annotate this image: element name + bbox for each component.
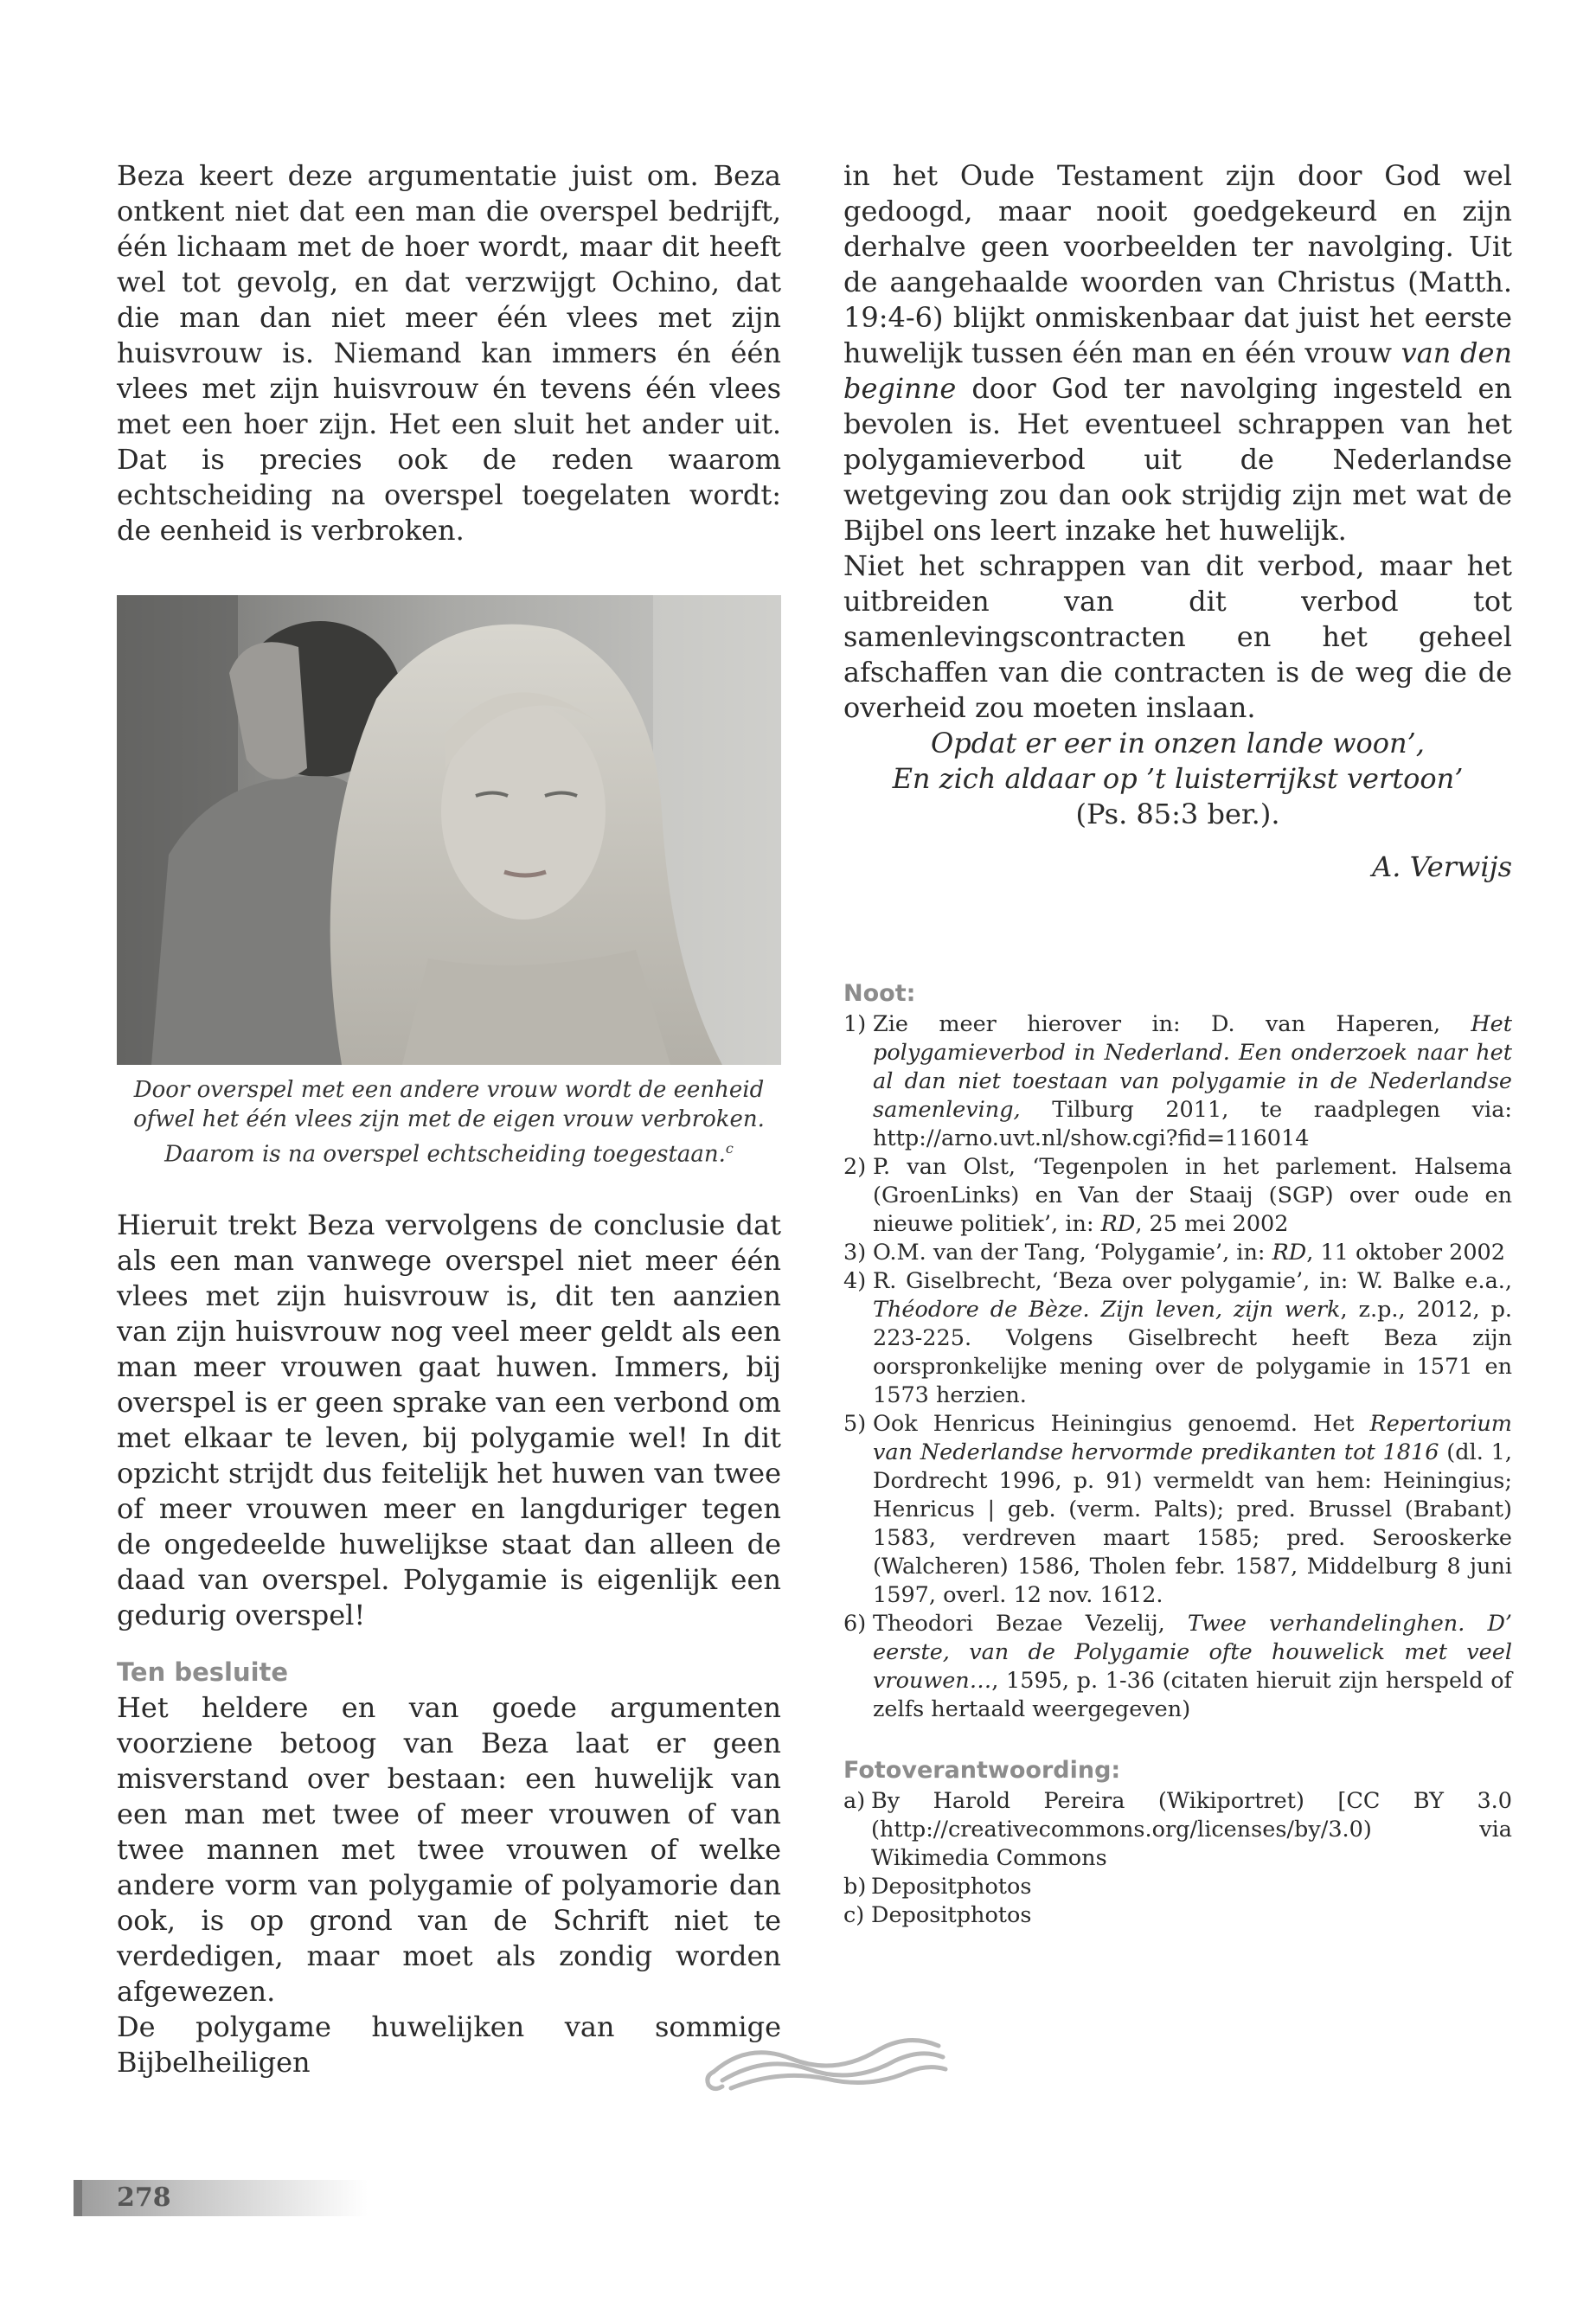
note-text: Theodori Bezae Vezelij, [873, 1611, 1188, 1637]
notes-list [843, 1010, 1512, 1724]
credit-letter: c) [843, 1902, 865, 1928]
emphasis: van den beginne [843, 336, 1513, 405]
verse-line: En zich aldaar op ’t luisterrijkst vertoon’ [892, 762, 1464, 795]
paragraph [843, 158, 1512, 548]
note-number: 5) [843, 1411, 867, 1437]
note-text: Ook Henricus Heiningius genoemd. Het [873, 1411, 1370, 1437]
note-text: R. Giselbrecht, ‘Beza over polygamie’, in: W. Balke e.a., [873, 1268, 1512, 1294]
verse-reference: (Ps. 85:3 ber.). [1075, 798, 1280, 830]
note-item [843, 1610, 1512, 1724]
photo-caption [117, 1075, 781, 1170]
photo-caption-ref: c [725, 1140, 734, 1157]
text-span: door God ter navolging ingesteld en bevolen is. Het eventueel schrappen van het polygamieverbod uit de Nederlandse wetgeving zou dan ook strijdig zijn met wat de Bijbel ons leert inzake het huwelijk. [843, 372, 1512, 547]
text-span: in het Oude Testament zijn door God wel gedoogd, maar nooit goedgekeurd en zijn derhalve geen voorbeelden ter navolging. Uit de aangehaalde woorden van Christus (Matth. 19:4-6) blijkt onmiskenbaar dat juist het eerste huwelijk tussen één man en één vrouw [843, 159, 1512, 369]
author-signature: A. Verwijs [1372, 850, 1512, 883]
paragraph: De polygame huwelijken van sommige Bijbelheiligen [117, 2009, 781, 2079]
page-number: 278 [117, 2182, 171, 2213]
credits-list [843, 1787, 1512, 1930]
note-item [843, 1267, 1512, 1410]
note-emphasis: RD [1100, 1211, 1136, 1237]
credits-title: Fotoverantwoording: [843, 1757, 1121, 1784]
note-text: , 11 oktober 2002 [1306, 1240, 1506, 1266]
notes-title: Noot: [843, 980, 916, 1007]
note-emphasis: Théodore de Bèze. Zijn leven, zijn werk [873, 1297, 1341, 1323]
photo-illustration [117, 595, 781, 1065]
credit-item [843, 1787, 1512, 1873]
note-item [843, 1410, 1512, 1610]
ornament-divider-icon [696, 2024, 956, 2102]
right-column [843, 158, 1512, 1930]
paragraph: Het heldere en van goede argumenten voorziene betoog van Beza laat er geen misverstand over bestaan: een huwelijk van een man met twee of meer vrouwen of van twee mannen met twee vrouwen of welke andere vorm van polygamie of polyamorie dan ook, is op grond van de Schrift niet te verdedigen, maar moet als zondig worden afgewezen. [117, 1690, 781, 2008]
note-number: 6) [843, 1611, 867, 1637]
left-column [117, 158, 781, 2080]
note-text: Tilburg 2011, te raadplegen via: http://arno.uvt.nl/show.cgi?fid=116014 [873, 1097, 1512, 1151]
note-item [843, 1239, 1512, 1267]
verse-line: Opdat er eer in onzen lande woon’, [931, 727, 1425, 760]
paragraph: Niet het schrappen van dit verbod, maar het uitbreiden van dit verbod tot samenlevingscontracten en het geheel afschaffen van die contracten is de weg die de overheid zou moeten inslaan. [843, 549, 1512, 724]
credit-letter: b) [843, 1874, 867, 1900]
note-emphasis: Repertorium van Nederlandse hervormde predikanten tot 1816 [873, 1411, 1512, 1465]
credit-text: By Harold Pereira (Wikiportret) [CC BY 3.0 (http://creativecommons.org/licenses/by/3.0) via Wikimedia Commons [871, 1788, 1512, 1871]
note-text: P. van Olst, ‘Tegenpolen in het parlement. Halsema (GroenLinks) en Van der Staaij (SGP) over oude en nieuwe politiek’, in: [873, 1154, 1512, 1237]
note-text: (dl. 1, Dordrecht 1996, p. 91) vermeldt van hem: Heiningius; Henricus | geb. (verm. Palts); pred. Brussel (Brabant) 1583, verdreven maart 1585; pred. Serooskerke (Walcheren) 1586, Tholen febr. 1587, Middelburg 8 juni 1597, overl. 12 nov. 1612. [873, 1439, 1513, 1608]
note-number: 1) [843, 1011, 867, 1037]
credit-text: Depositphotos [871, 1874, 1032, 1900]
photo-couple [117, 595, 781, 1065]
paragraph: Beza keert deze argumentatie juist om. Beza ontkent niet dat een man die overspel bedrijft, één lichaam met de hoer wordt, maar dit heeft wel tot gevolg, en dat verzwijgt Ochino, dat die man dan niet meer één vlees met zijn huisvrouw is. Niemand kan immers én één vlees met zijn huisvrouw én tevens één vlees met een hoer zijn. Het een sluit het ander uit. Dat is precies ook de reden waarom echtscheiding na overspel toegelaten wordt: de eenheid is verbroken. [117, 159, 781, 547]
section-title: Ten besluite [117, 1657, 289, 1687]
note-item [843, 1153, 1512, 1239]
credit-letter: a) [843, 1788, 866, 1814]
credit-item [843, 1901, 1512, 1930]
note-emphasis: Het polygamieverbod in Nederland. Een onderzoek naar het al dan niet toestaan van polygamie in de Nederlandse samenleving, [873, 1011, 1512, 1123]
note-emphasis: Twee verhandelinghen. D’ eerste, van de Polygamie ofte houwelick met veel vrouwen… [873, 1611, 1512, 1694]
credit-item [843, 1873, 1512, 1901]
note-number: 4) [843, 1268, 867, 1294]
note-text: O.M. van der Tang, ‘Polygamie’, in: [873, 1240, 1272, 1266]
note-number: 2) [843, 1154, 867, 1180]
page-number-stripe [74, 2180, 82, 2216]
note-text: , 25 mei 2002 [1135, 1211, 1289, 1237]
note-text: , 1595, p. 1-36 (citaten hieruit zijn herspeld of zelfs hertaald weergegeven) [873, 1668, 1512, 1722]
note-number: 3) [843, 1240, 867, 1266]
note-emphasis: RD [1272, 1240, 1307, 1266]
credit-text: Depositphotos [871, 1902, 1032, 1928]
note-item [843, 1010, 1512, 1153]
note-text: , z.p., 2012, p. 223-225. Volgens Giselbrecht heeft Beza zijn oorspronkelijke mening over de polygamie in 1571 en 1573 herzien. [873, 1297, 1513, 1408]
note-text: Zie meer hierover in: D. van Haperen, [873, 1011, 1471, 1037]
photo-caption-text: Door overspel met een andere vrouw wordt de eenheid ofwel het één vlees zijn met de eigen vrouw verbroken. Daarom is na overspel echtscheiding toegestaan. [133, 1077, 765, 1168]
page-number-bar [74, 2180, 368, 2216]
paragraph: Hieruit trekt Beza vervolgens de conclusie dat als een man vanwege overspel niet meer één vlees met zijn huisvrouw is, dit ten aanzien van zijn huisvrouw nog veel meer geldt als een man meer vrouwen gaat huwen. Immers, bij overspel is er geen sprake van een verbond om met elkaar te leven, bij polygamie wel! In dit opzicht strijdt dus feitelijk het huwen van twee of meer vrouwen meer en langduriger tegen de ongedeelde huwelijkse staat dan alleen de daad van overspel. Polygamie is eigenlijk een gedurig overspel! [117, 1208, 781, 1631]
